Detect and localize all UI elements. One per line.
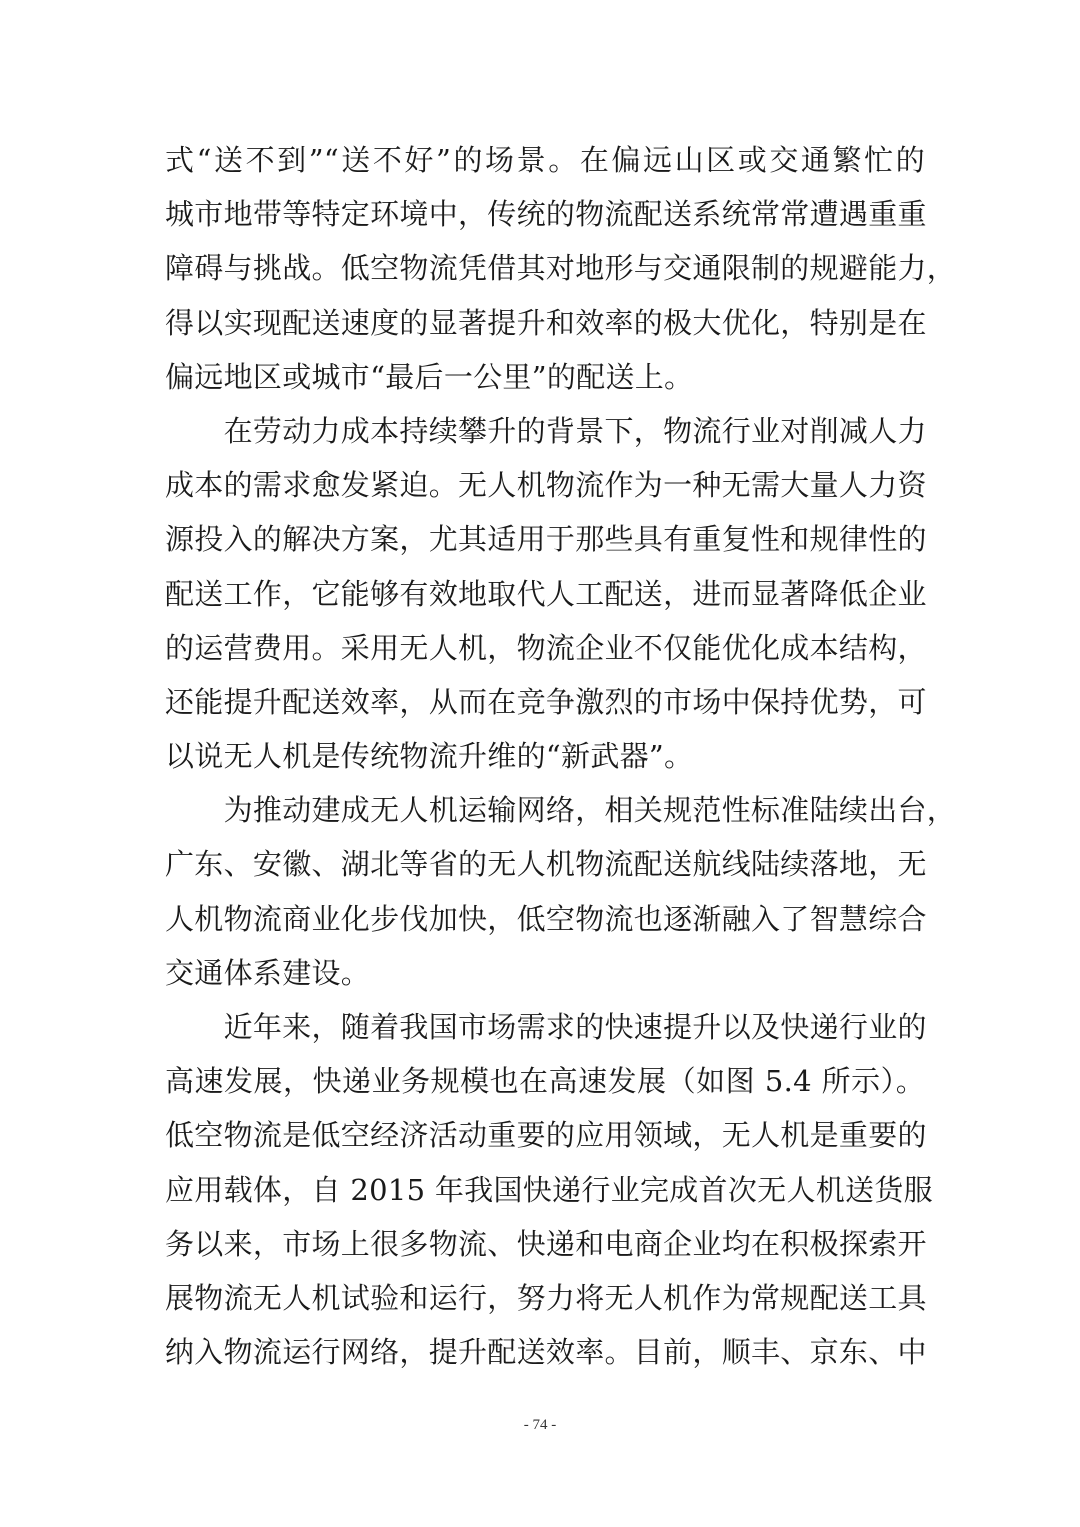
text-line: 低空物流是低空经济活动重要的应用领域，无人机是重要的 <box>165 1118 927 1153</box>
text-line: 配送工作，它能够有效地取代人工配送，进而显著降低企业 <box>165 576 927 611</box>
text-line: 障碍与挑战。低空物流凭借其对地形与交通限制的规避能力， <box>165 251 957 286</box>
text-line: 得以实现配送速度的显著提升和效率的极大优化，特别是在 <box>165 305 927 340</box>
text-line: 为推动建成无人机运输网络，相关规范性标准陆续出台， <box>165 793 957 828</box>
text-line: 高速发展，快递业务规模也在高速发展（如图 5.4 所示）。 <box>165 1064 925 1099</box>
text-line: 源投入的解决方案，尤其适用于那些具有重复性和规律性的 <box>165 522 927 557</box>
text-line: 偏远地区或城市“最后一公里”的配送上。 <box>165 359 694 394</box>
paragraph-1 <box>165 133 957 404</box>
text-line: 广东、安徽、湖北等省的无人机物流配送航线陆续落地，无 <box>165 847 927 882</box>
paragraph-2 <box>165 404 925 783</box>
text-line: 在劳动力成本持续攀升的背景下，物流行业对削减人力 <box>165 413 927 448</box>
paragraph-3 <box>165 783 957 1000</box>
text-line: 成本的需求愈发紧迫。无人机物流作为一种无需大量人力资 <box>165 468 927 503</box>
text-line: 近年来，随着我国市场需求的快速提升以及快递行业的 <box>165 1010 927 1044</box>
text-line: 交通体系建设。 <box>165 955 371 990</box>
text-line: 以说无人机是传统物流升维的“新武器”。 <box>165 739 694 774</box>
text-line: 城市地带等特定环境中，传统的物流配送系统常常遭遇重重 <box>165 197 927 232</box>
page-number: - 74 - <box>523 1417 557 1433</box>
body-text <box>165 133 957 1379</box>
text-line: 应用载体，自 2015 年我国快递行业完成首次无人机送货服 <box>165 1172 933 1207</box>
text-line: 务以来，市场上很多物流、快递和电商企业均在积极探索开 <box>165 1226 927 1261</box>
text-line: 还能提升配送效率，从而在竞争激烈的市场中保持优势，可 <box>165 684 927 719</box>
text-line: 纳入物流运行网络，提升配送效率。目前，顺丰、京东、中 <box>165 1335 927 1370</box>
text-line: 展物流无人机试验和运行，努力将无人机作为常规配送工具 <box>165 1280 927 1315</box>
text-line: 的运营费用。采用无人机，物流企业不仅能优化成本结构， <box>165 630 927 665</box>
text-line: 人机物流商业化步伐加快，低空物流也逐渐融入了智慧综合 <box>165 901 927 936</box>
paragraph-4 <box>165 1000 933 1379</box>
text-line: 式“送不到”“送不好”的场景。在偏远山区或交通繁忙的 <box>165 143 925 177</box>
